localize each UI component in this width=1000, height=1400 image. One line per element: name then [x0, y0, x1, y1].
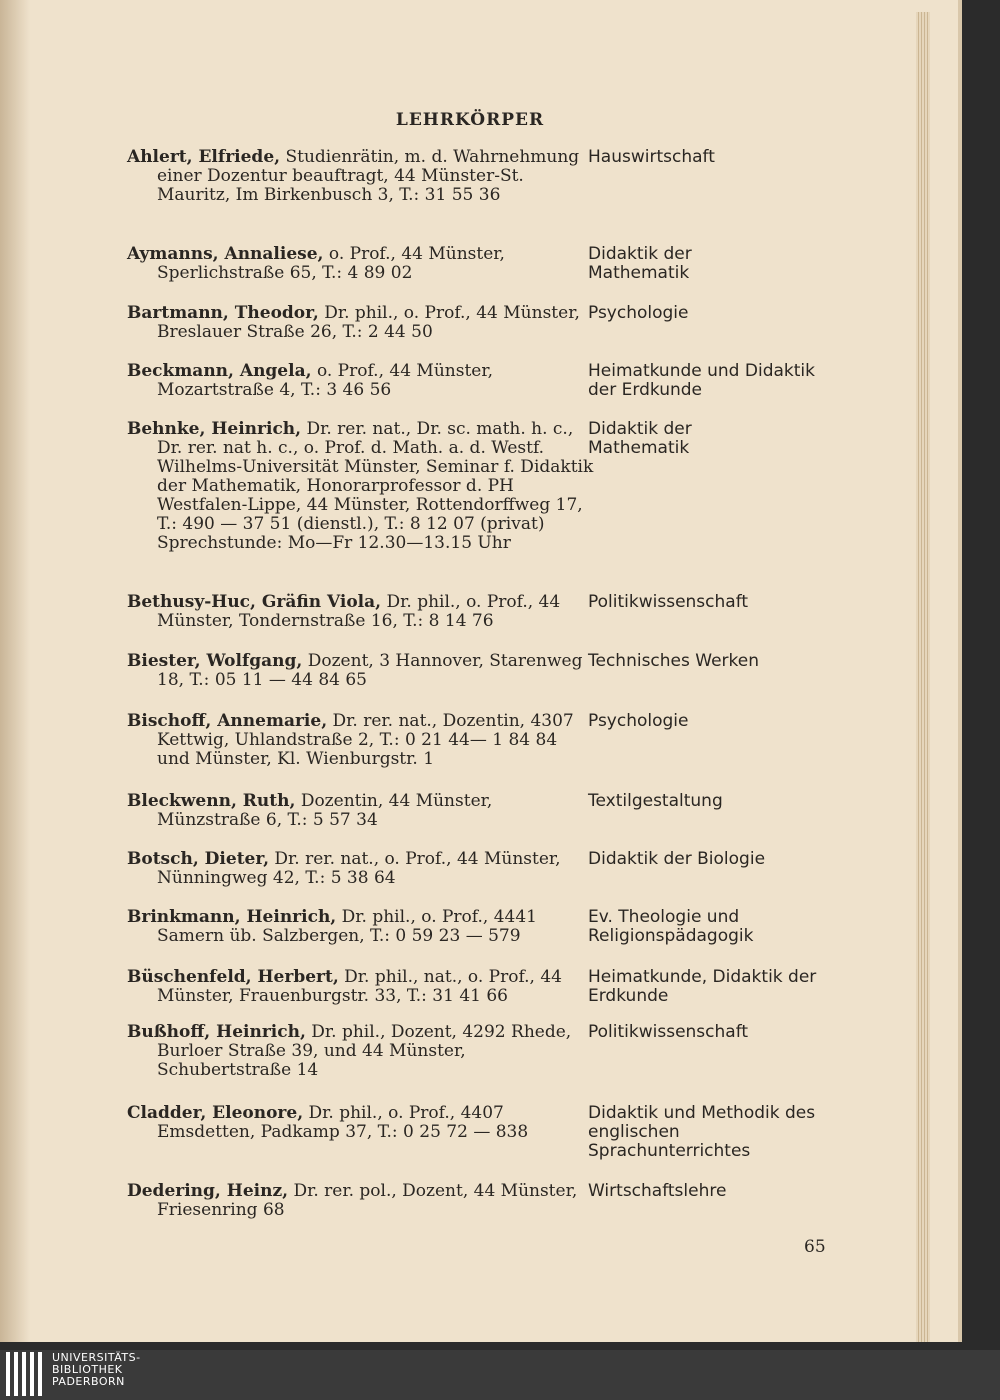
- entry-subject: Politikwissenschaft: [588, 592, 749, 612]
- entry-name: Brinkmann, Heinrich,: [127, 907, 337, 927]
- entry-description: [127, 245, 595, 283]
- entry-name: Bischoff, Annemarie,: [127, 711, 328, 731]
- library-name: [52, 1352, 141, 1388]
- entry-name: Bethusy-Huc, Gräfin Viola,: [127, 592, 382, 612]
- entry-description: [127, 652, 595, 690]
- entry-description: [127, 1182, 595, 1220]
- entry-name: Cladder, Eleonore,: [127, 1103, 304, 1123]
- entry-subject: Didaktik der Mathematik: [588, 244, 692, 283]
- entry-details: Dr. phil., nat., o. Prof., 44 Münster, Frauenburgstr. 33, T.: 31 41 66: [157, 967, 562, 1006]
- entry-name: Bartmann, Theodor,: [127, 303, 319, 323]
- entry-name: Aymanns, Annaliese,: [127, 244, 324, 264]
- entry-description: [127, 792, 595, 830]
- entry-details: Dr. phil., Dozent, 4292 Rhede, Burloer Straße 39, und 44 Münster, Schubertstraße 14: [157, 1022, 572, 1080]
- entry-description: [127, 908, 595, 946]
- entry-name: Biester, Wolfgang,: [127, 651, 303, 671]
- page-edge: [916, 12, 930, 1342]
- entry-name: Dedering, Heinz,: [127, 1181, 289, 1201]
- entry-subject: Ev. Theologie und Religionspädagogik: [588, 907, 754, 946]
- entry-description: [127, 968, 595, 1006]
- entry-name: Beckmann, Angela,: [127, 361, 312, 381]
- entry-name: Behnke, Heinrich,: [127, 419, 302, 439]
- page-number: 65: [804, 1237, 826, 1257]
- entry-description: [127, 1104, 595, 1142]
- entry-details: Dr. rer. nat., o. Prof., 44 Münster, Nünningweg 42, T.: 5 38 64: [157, 849, 561, 888]
- entry-name: Ahlert, Elfriede,: [127, 147, 281, 167]
- entry-name: Bleckwenn, Ruth,: [127, 791, 296, 811]
- entry-subject: Psychologie: [588, 303, 689, 323]
- entry-description: [127, 850, 595, 888]
- entry-details: Dr. rer. nat., Dr. sc. math. h. c., Dr. rer. nat h. c., o. Prof. d. Math. a. d. Westf. Wilhelms-Universität Münster, Seminar f. Didaktik der Mathematik, Honorarprofessor d. PH Westfalen-Lippe, 44 Münster, Rottendorffweg 17, T.: 490 — 37 51 (dienstl.), T.: 8 12 07 (privat) Sprechstunde: Mo—Fr 12.30—13.15 Uhr: [157, 419, 594, 553]
- entry-subject: Technisches Werken: [588, 651, 760, 671]
- entry-details: Dozentin, 44 Münster, Münzstraße 6, T.: 5 57 34: [157, 791, 493, 830]
- entry-description: [127, 362, 595, 400]
- entry-details: Dr. rer. nat., Dozentin, 4307 Kettwig, Uhlandstraße 2, T.: 0 21 44— 1 84 84 und Münster, Kl. Wienburgstr. 1: [157, 711, 574, 769]
- entry-details: Studienrätin, m. d. Wahrnehmung einer Dozentur beauftragt, 44 Münster-St. Mauritz, Im Birkenbusch 3, T.: 31 55 36: [157, 147, 580, 205]
- entry-details: Dr. rer. pol., Dozent, 44 Münster, Friesenring 68: [157, 1181, 578, 1220]
- library-logo-icon: [4, 1352, 46, 1396]
- entry-details: Dr. phil., o. Prof., 44 Münster, Breslauer Straße 26, T.: 2 44 50: [157, 303, 580, 342]
- entry-description: [127, 712, 595, 769]
- library-name-line: UNIVERSITÄTS-: [52, 1351, 141, 1364]
- entry-description: [127, 420, 595, 553]
- entry-name: Botsch, Dieter,: [127, 849, 270, 869]
- entry-details: Dr. phil., o. Prof., 44 Münster, Tondernstraße 16, T.: 8 14 76: [157, 592, 561, 631]
- entry-subject: Textilgestaltung: [588, 791, 723, 811]
- entry-subject: Didaktik und Methodik des englischen Sprachunterrichtes: [588, 1103, 816, 1161]
- entry-subject: Didaktik der Biologie: [588, 849, 766, 869]
- entry-description: [127, 1023, 595, 1080]
- entry-subject: Politikwissenschaft: [588, 1022, 749, 1042]
- entry-subject: Hauswirtschaft: [588, 147, 715, 167]
- entry-details: Dr. phil., o. Prof., 4441 Samern üb. Salzbergen, T.: 0 59 23 — 579: [157, 907, 537, 946]
- entry-details: o. Prof., 44 Münster, Sperlichstraße 65, T.: 4 89 02: [157, 244, 505, 283]
- entry-details: Dr. phil., o. Prof., 4407 Emsdetten, Padkamp 37, T.: 0 25 72 — 838: [157, 1103, 529, 1142]
- entry-subject: Psychologie: [588, 711, 689, 731]
- entry-description: [127, 148, 595, 205]
- entry-name: Büschenfeld, Herbert,: [127, 967, 339, 987]
- entry-details: Dozent, 3 Hannover, Starenweg 18, T.: 05 11 — 44 84 65: [157, 651, 583, 690]
- entry-subject: Wirtschaftslehre: [588, 1181, 727, 1201]
- page-heading: LEHRKÖRPER: [395, 110, 545, 130]
- entry-name: Bußhoff, Heinrich,: [127, 1022, 306, 1042]
- entry-description: [127, 593, 595, 631]
- entry-details: o. Prof., 44 Münster, Mozartstraße 4, T.: 3 46 56: [157, 361, 493, 400]
- page-gutter: [0, 0, 30, 1342]
- library-name-line: PADERBORN: [52, 1375, 125, 1388]
- entry-subject: Heimatkunde, Didaktik der Erdkunde: [588, 967, 817, 1006]
- library-footer-bar: [0, 1350, 1000, 1400]
- entry-subject: Didaktik der Mathematik: [588, 419, 692, 458]
- library-name-line: BIBLIOTHEK: [52, 1363, 123, 1376]
- entry-description: [127, 304, 595, 342]
- entry-subject: Heimatkunde und Didaktik der Erdkunde: [588, 361, 815, 400]
